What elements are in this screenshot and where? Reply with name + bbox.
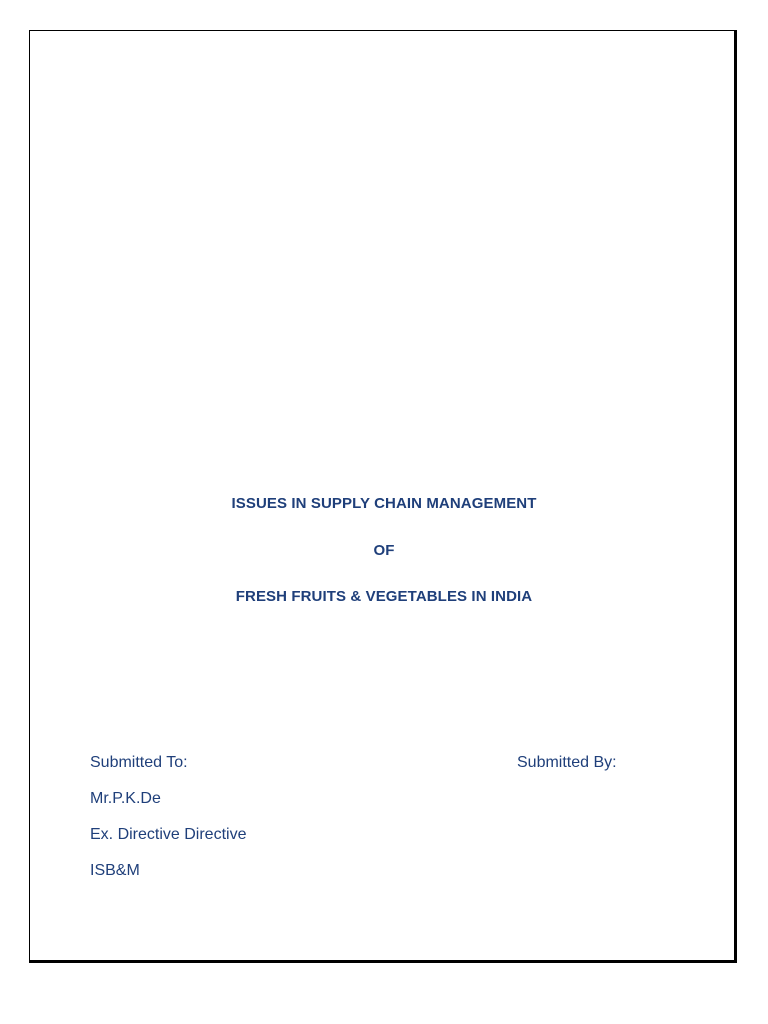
submitted-to-name: Mr.P.K.De: [90, 790, 161, 807]
title-line-3: FRESH FRUITS & VEGETABLES IN INDIA: [235, 588, 533, 605]
title-line-2: OF: [373, 542, 395, 559]
submitted-to-designation: Ex. Directive Directive: [90, 826, 247, 843]
submitted-to-label: Submitted To:: [90, 754, 188, 771]
title-line-1: ISSUES IN SUPPLY CHAIN MANAGEMENT: [231, 495, 537, 512]
submitted-by-label: Submitted By:: [517, 754, 617, 771]
submitted-to-organization: ISB&M: [90, 862, 140, 879]
